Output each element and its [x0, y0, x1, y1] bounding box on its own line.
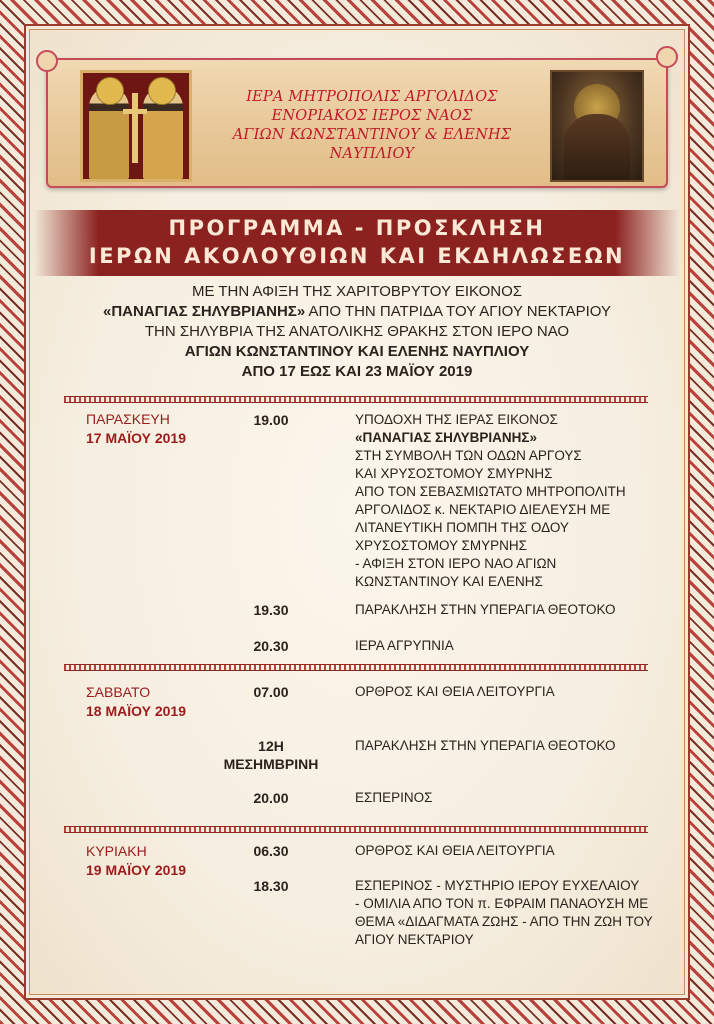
header-line-1: ΙΕΡΑ ΜΗΤΡΟΠΟΛΙΣ ΑΡΓΟΛΙΔΟΣ [246, 89, 498, 105]
event-line: ΧΡΥΣΟΣΤΟΜΟΥ ΣΜΥΡΝΗΣ [355, 538, 527, 553]
event-line: ΥΠΟΔΟΧΗ ΤΗΣ ΙΕΡΑΣ ΕΙΚΟΝΟΣ [355, 412, 558, 427]
event-line: - ΑΦΙΞΗ ΣΤΟΝ ΙΕΡΟ ΝΑΟ ΑΓΙΩΝ [355, 556, 557, 571]
event-description [355, 411, 645, 591]
event-time [222, 737, 320, 773]
event-time: 20.30 [253, 638, 289, 654]
event-line: ΘΕΜΑ «ΔΙΔΑΓΜΑΤΑ ΖΩΗΣ - ΑΠΟ ΤΗΝ ΖΩΗ ΤΟΥ [355, 914, 653, 929]
event-line: ΕΣΠΕΡΙΝΟΣ - ΜΥΣΤΗΡΙΟ ΙΕΡΟΥ ΕΥΧΕΛΑΙΟΥ [355, 878, 640, 893]
title-banner [34, 210, 680, 276]
halo-icon [148, 77, 176, 105]
event-line: «ΠΑΝΑΓΙΑΣ ΣΗΛΥΒΡΙΑΝΗΣ» [355, 430, 537, 445]
intro-line-4: ΑΓΙΩΝ ΚΩΝΣΤΑΝΤΙΝΟΥ ΚΑΙ ΕΛΕΝΗΣ ΝΑΥΠΛΙΟΥ [184, 343, 530, 360]
event-line: ΛΙΤΑΝΕΥΤΙΚΗ ΠΟΜΠΗ ΤΗΣ ΟΔΟΥ [355, 520, 569, 535]
event-line: - ΟΜΙΛΙΑ ΑΠΟ ΤΟΝ π. ΕΦΡΑΙΜ ΠΑΝΑΟΥΣΗ ΜΕ [355, 896, 649, 911]
day-date: 19 ΜΑΪΟΥ 2019 [86, 862, 186, 878]
banner-title-line-2: ΙΕΡΩΝ ΑΚΟΛΟΥΘΙΩΝ ΚΑΙ ΕΚΔΗΛΩΣΕΩΝ [88, 244, 626, 268]
event-time: 19.30 [253, 602, 289, 618]
day-sunday [86, 842, 186, 880]
event-line: ΣΤΗ ΣΥΜΒΟΛΗ ΤΩΝ ΟΔΩΝ ΑΡΓΟΥΣ [355, 448, 582, 463]
day-name: ΚΥΡΙΑΚΗ [86, 843, 147, 859]
cross-bar [123, 109, 147, 114]
madonna-icon-image [550, 70, 644, 182]
event-time: 20.00 [253, 790, 289, 806]
header-line-3: ΑΓΙΩΝ ΚΩΝΣΤΑΝΤΙΝΟΥ & ΕΛΕΝΗΣ [232, 127, 512, 143]
event-line: ΑΓΙΟΥ ΝΕΚΤΑΡΙΟΥ [355, 932, 474, 947]
event-line: ΚΑΙ ΧΡΥΣΟΣΤΟΜΟΥ ΣΜΥΡΝΗΣ [355, 466, 553, 481]
icon-name-bold: «ΠΑΝΑΓΙΑΣ ΣΗΛΥΒΡΙΑΝΗΣ» [102, 303, 306, 320]
event-description: ΟΡΘΡΟΣ ΚΑΙ ΘΕΙΑ ΛΕΙΤΟΥΡΓΙΑ [355, 843, 555, 858]
intro-line-1: ΜΕ ΤΗΝ ΑΦΙΞΗ ΤΗΣ ΧΑΡΙΤΟΒΡΥΤΟΥ ΕΙΚΟΝΟΣ [191, 283, 523, 300]
banner-title-line-1: ΠΡΟΓΡΑΜΜΑ - ΠΡΟΣΚΛΗΣΗ [168, 216, 546, 240]
section-divider [64, 826, 648, 833]
intro-text [60, 282, 654, 382]
event-description: ΟΡΘΡΟΣ ΚΑΙ ΘΕΙΑ ΛΕΙΤΟΥΡΓΙΑ [355, 684, 555, 699]
event-time: 06.30 [253, 843, 289, 859]
day-saturday [86, 683, 186, 721]
event-description: ΠΑΡΑΚΛΗΣΗ ΣΤΗΝ ΥΠΕΡΑΓΙΑ ΘΕΟΤΟΚΟ [355, 602, 616, 617]
madonna-figure [564, 114, 630, 182]
event-line: ΑΡΓΟΛΙΔΟΣ κ. ΝΕΚΤΑΡΙΟ ΔΙΕΛΕΥΣΗ ΜΕ [355, 502, 611, 517]
saints-icon-image [80, 70, 192, 182]
event-time: 07.00 [253, 684, 289, 700]
intro-line-3: ΤΗΝ ΣΗΛΥΒΡΙΑ ΤΗΣ ΑΝΑΤΟΛΙΚΗΣ ΘΡΑΚΗΣ ΣΤΟΝ ΙΕΡΟ ΝΑΟ [144, 323, 570, 340]
parish-heading [198, 88, 546, 164]
event-time-line: ΜΕΣΗΜΒΡΙΝΗ [223, 756, 319, 772]
intro-line-2 [60, 302, 654, 322]
event-description: ΠΑΡΑΚΛΗΣΗ ΣΤΗΝ ΥΠΕΡΑΓΙΑ ΘΕΟΤΟΚΟ [355, 738, 616, 753]
day-date: 17 ΜΑΪΟΥ 2019 [86, 430, 186, 446]
event-description: ΙΕΡΑ ΑΓΡΥΠΝΙΑ [355, 638, 454, 653]
event-description: ΕΣΠΕΡΙΝΟΣ [355, 790, 433, 805]
header-line-2: ΕΝΟΡΙΑΚΟΣ ΙΕΡΟΣ ΝΑΟΣ [271, 108, 473, 124]
intro-line-2-rest: ΑΠΟ ΤΗΝ ΠΑΤΡΙΔΑ ΤΟΥ ΑΓΙΟΥ ΝΕΚΤΑΡΙΟΥ [305, 303, 611, 320]
day-date: 18 ΜΑΪΟΥ 2019 [86, 703, 186, 719]
event-line: ΑΠΟ ΤΟΝ ΣΕΒΑΣΜΙΩΤΑΤΟ ΜΗΤΡΟΠΟΛΙΤΗ [355, 484, 626, 499]
header-scroll [46, 58, 668, 188]
halo-icon [96, 77, 124, 105]
cross-icon [132, 93, 138, 163]
event-description [355, 877, 653, 949]
event-time: 19.00 [253, 412, 289, 428]
header-line-4: ΝΑΥΠΛΙΟΥ [329, 146, 415, 162]
day-name: ΠΑΡΑΣΚΕΥΗ [86, 411, 170, 427]
section-divider [64, 664, 648, 671]
section-divider [64, 396, 648, 403]
event-time-line: 12Η [258, 738, 284, 754]
event-line: ΚΩΝΣΤΑΝΤΙΝΟΥ ΚΑΙ ΕΛΕΝΗΣ [355, 574, 543, 589]
intro-line-5: ΑΠΟ 17 ΕΩΣ ΚΑΙ 23 ΜΑΪΟΥ 2019 [241, 363, 473, 380]
event-time: 18.30 [253, 878, 289, 894]
day-friday [86, 410, 186, 448]
day-name: ΣΑΒΒΑΤΟ [86, 684, 151, 700]
